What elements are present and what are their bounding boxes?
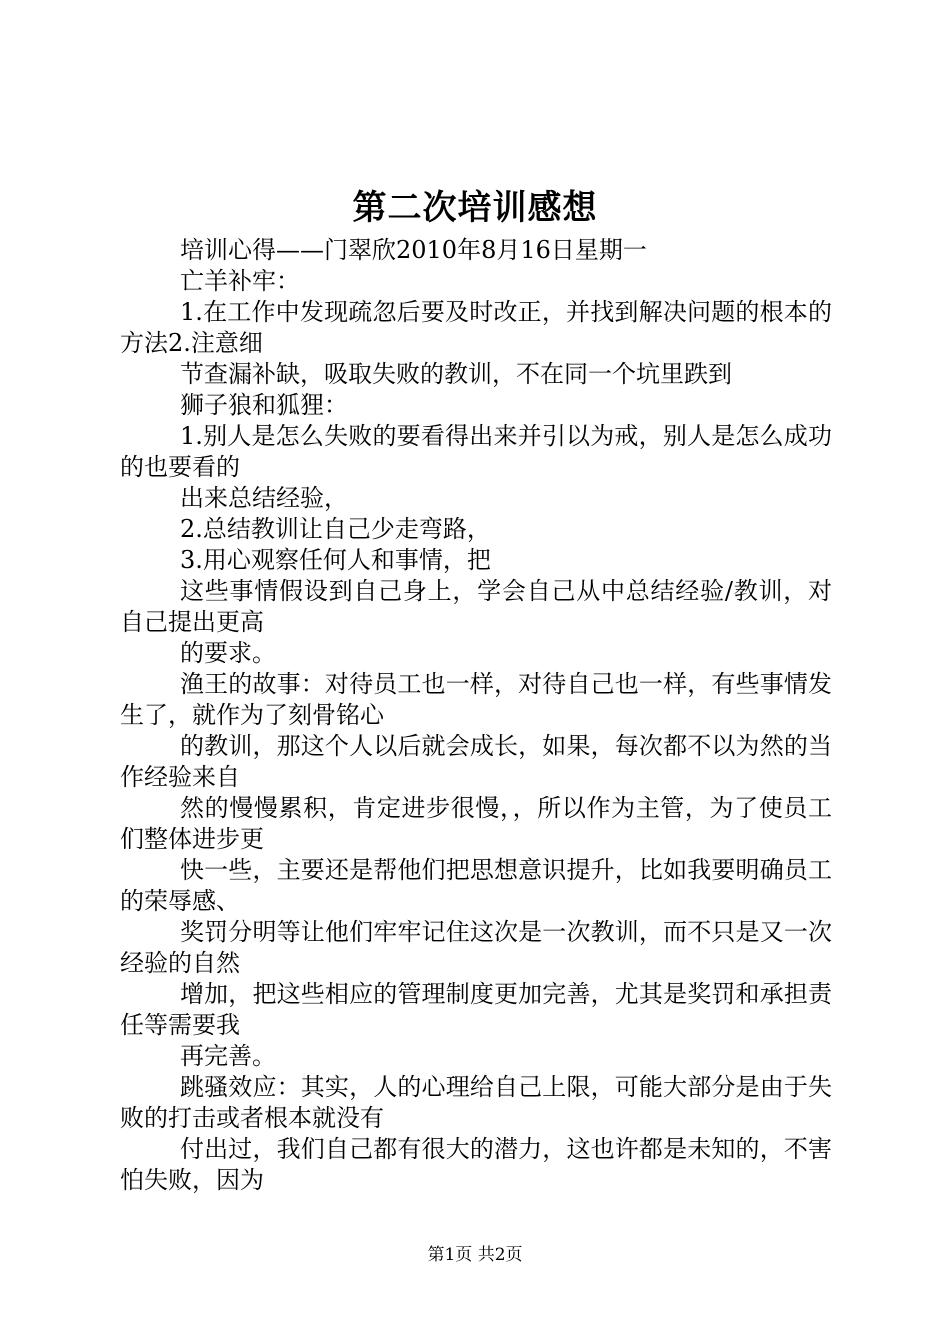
- paragraph: 出来总结经验，: [180, 484, 348, 512]
- paragraph: 2.总结教训让自己少走弯路，: [180, 515, 491, 543]
- paragraph: 培训心得——门翠欣2010年8月16日星期一: [180, 236, 647, 264]
- paragraph: 跳骚效应：其实，人的心理给自己上限，可能大部分是由于失败的打击或者根本就没有: [120, 1073, 832, 1132]
- paragraph: 付出过，我们自己都有很大的潜力，这也许都是未知的，不害怕失败，因为: [120, 1135, 832, 1194]
- paragraph: 的教训，那这个人以后就会成长，如果，每次都不以为然的当作经验来自: [120, 732, 832, 791]
- document-title: 第二次培训感想: [352, 188, 598, 228]
- paragraph: 这些事情假设到自己身上，学会自己从中总结经验/教训，对自己提出更高: [120, 577, 832, 636]
- paragraph: 的要求。: [180, 639, 276, 667]
- paragraph: 渔王的故事：对待员工也一样，对待自己也一样，有些事情发生了，就作为了刻骨铭心: [120, 670, 832, 729]
- paragraph: 快一些，主要还是帮他们把思想意识提升，比如我要明确员工的荣辱感、: [120, 856, 832, 915]
- paragraph: 节查漏补缺，吸取失败的教训，不在同一个坑里跌到: [180, 360, 732, 388]
- paragraph: 奖罚分明等让他们牢牢记住这次是一次教训，而不只是又一次经验的自然: [120, 918, 832, 977]
- paragraph: 1.别人是怎么失败的要看得出来并引以为戒，别人是怎么成功的也要看的: [120, 422, 832, 481]
- paragraph: 狮子狼和狐狸：: [180, 391, 348, 419]
- paragraph: 3.用心观察任何人和事情，把: [180, 546, 491, 574]
- paragraph: 然的慢慢累积，肯定进步很慢，，所以作为主管，为了使员工们整体进步更: [120, 794, 832, 853]
- paragraph: 增加，把这些相应的管理制度更加完善，尤其是奖罚和承担责任等需要我: [120, 980, 832, 1039]
- paragraph: 再完善。: [180, 1042, 276, 1070]
- document-body: [120, 235, 832, 1196]
- paragraph: 亡羊补牢：: [180, 267, 300, 295]
- paragraph: 1.在工作中发现疏忽后要及时改正，并找到解决问题的根本的方法2.注意细: [120, 298, 832, 357]
- page-footer: 第1页 共2页: [427, 1245, 523, 1265]
